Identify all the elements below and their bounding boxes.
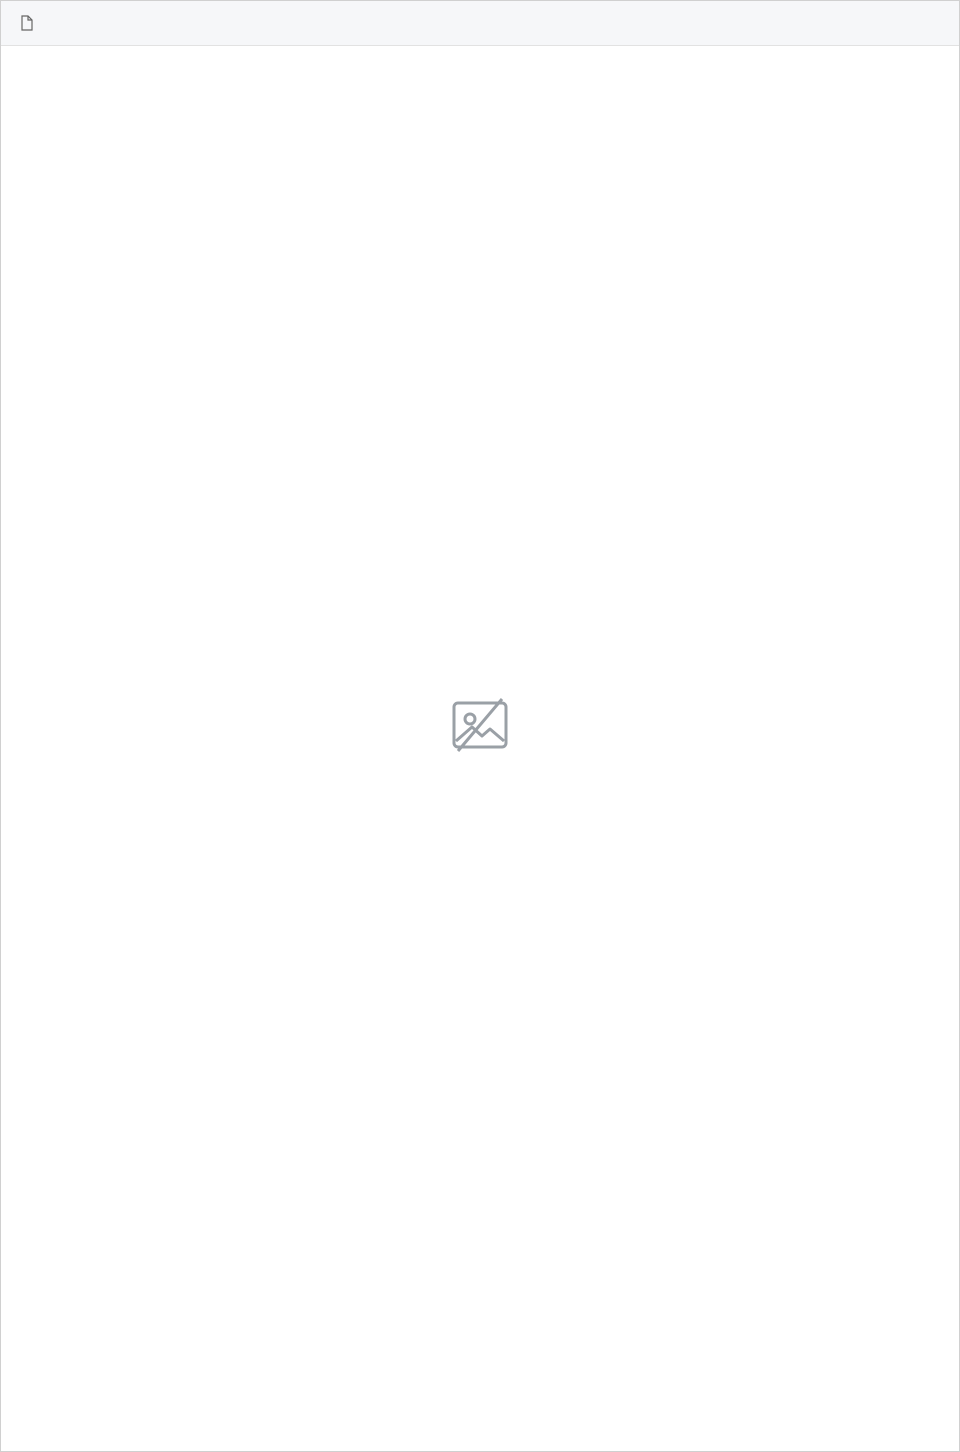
- document-icon: [17, 13, 37, 33]
- window-header: [1, 1, 959, 46]
- image-missing-icon: [448, 693, 512, 762]
- main-content: [1, 46, 959, 1451]
